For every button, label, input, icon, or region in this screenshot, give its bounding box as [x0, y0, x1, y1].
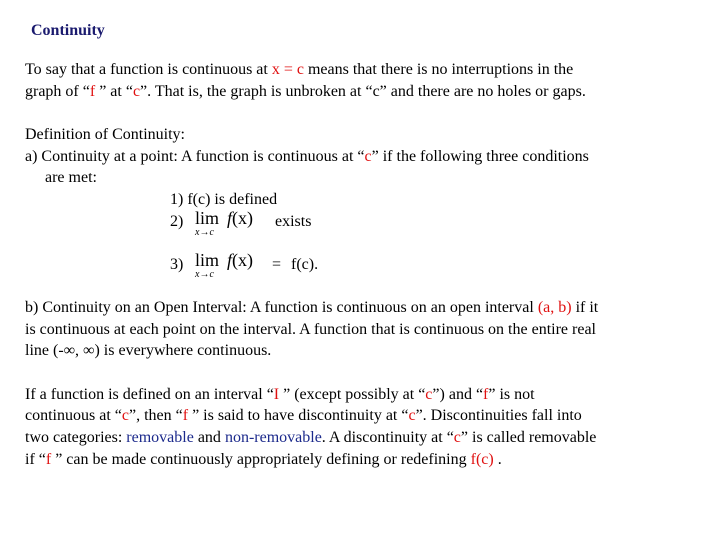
text: ” at “	[99, 83, 133, 100]
highlight-c: c	[453, 429, 461, 446]
text: b) Continuity on an Open Interval: A function is continuous on an open interval	[25, 299, 538, 316]
highlight-c: c	[364, 148, 372, 165]
discontinuity-line-3	[25, 427, 596, 449]
lim-subscript: x→c	[195, 227, 214, 238]
function-fx	[227, 249, 253, 273]
lim-symbol: lim	[195, 250, 220, 270]
function-f: f	[227, 250, 233, 270]
text: If a function is defined on an interval “	[25, 386, 274, 403]
text: ”) and “	[432, 386, 484, 403]
text: .	[493, 451, 502, 468]
text: continuous at “	[25, 407, 122, 424]
text: ” (except possibly at “	[283, 386, 426, 403]
function-arg: (x)	[232, 250, 254, 270]
text: ”. Discontinuities fall into	[415, 407, 582, 424]
intro-line-2	[25, 81, 586, 103]
equals-sign: =	[272, 256, 282, 273]
highlight-f: f	[89, 83, 100, 100]
lim-subscript: x→c	[195, 269, 214, 280]
open-interval-line-1	[25, 297, 598, 319]
text: ” is said to have discontinuity at “	[192, 407, 409, 424]
highlight-f: f	[45, 451, 56, 468]
definition-a-line-2: are met:	[45, 169, 97, 186]
condition-2-text: exists	[275, 213, 312, 230]
lim-symbol: lim	[195, 208, 220, 228]
highlight-interval: (a, b)	[537, 299, 572, 316]
text: To say that a function is continuous at	[25, 61, 272, 78]
function-f: f	[227, 208, 233, 228]
text: two categories:	[25, 429, 127, 446]
highlight-f: f	[483, 386, 489, 403]
text: if “	[25, 451, 46, 468]
text: means that there is no interruptions in the	[303, 61, 574, 78]
definition-heading: Definition of Continuity:	[25, 126, 185, 143]
text: ” if the following three conditions	[371, 148, 589, 165]
condition-3-number: 3)	[170, 256, 184, 273]
text: ” can be made continuously appropriately defining or redefining	[55, 451, 471, 468]
highlight-I: I	[273, 386, 284, 403]
condition-3-text: f(c).	[291, 256, 319, 273]
text: . A discontinuity at “	[321, 429, 454, 446]
text: ” is not	[488, 386, 535, 403]
text: ”. That is, the graph is unbroken at “c” and there are no holes or gaps.	[140, 83, 586, 100]
function-arg: (x)	[232, 208, 254, 228]
condition-2-number: 2)	[170, 213, 184, 230]
open-interval-line-3: line (-∞, ∞) is everywhere continuous.	[25, 342, 272, 359]
text: ” is called removable	[460, 429, 597, 446]
discontinuity-line-4	[25, 449, 502, 471]
open-interval-line-2: is continuous at each point on the interval. A function that is continuous on the entire real	[25, 321, 596, 338]
text: graph of “	[25, 83, 90, 100]
intro-line-1	[25, 59, 573, 81]
highlight-c: c	[132, 83, 141, 100]
highlight-f: f	[182, 407, 193, 424]
highlight-c: c	[121, 407, 129, 424]
highlight-fc: f(c)	[470, 451, 494, 468]
condition-1: 1) f(c) is defined	[170, 191, 278, 208]
discontinuity-line-2	[25, 405, 582, 427]
term-non-removable: non-removable	[224, 429, 322, 446]
term-removable: removable	[126, 429, 194, 446]
function-fx	[227, 207, 253, 231]
text: a) Continuity at a point: A function is continuous at “	[25, 148, 365, 165]
highlight-x-equals-c: x = c	[271, 61, 304, 78]
text: if it	[571, 299, 599, 316]
discontinuity-line-1	[25, 384, 535, 406]
highlight-c: c	[408, 407, 416, 424]
text: ”, then “	[128, 407, 183, 424]
definition-a-line-1	[25, 146, 589, 168]
highlight-c: c	[425, 386, 433, 403]
text: and	[193, 429, 225, 446]
page-title: Continuity	[31, 22, 105, 39]
